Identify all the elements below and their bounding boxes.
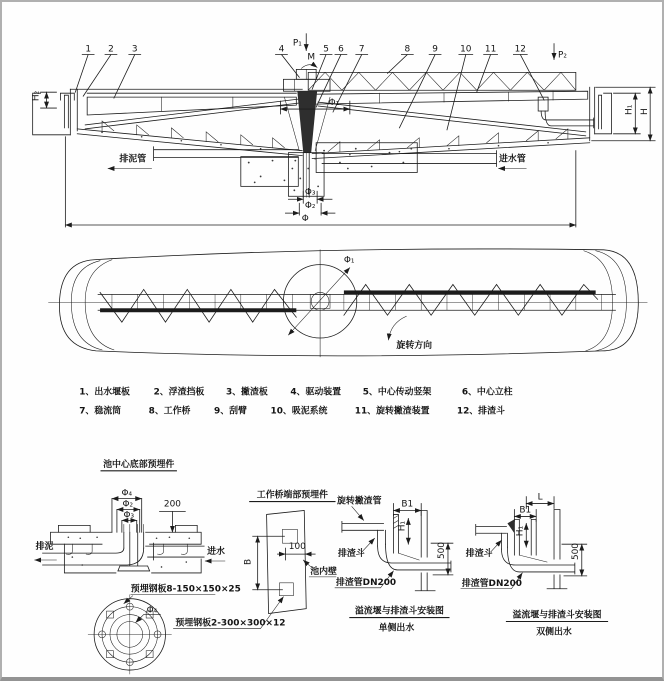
legend-item-4: 4、驱动装置	[290, 387, 342, 398]
callout-8: 8	[404, 44, 411, 55]
torque-arrow-icon	[301, 65, 317, 69]
sludge-pipe-label: 排泥管	[119, 154, 147, 165]
hopper-pipe-double	[501, 533, 574, 574]
legend-item-9: 9、刮臂	[214, 406, 247, 417]
weir-structure-double	[507, 509, 566, 588]
dim-phi-label: Φ	[301, 214, 309, 225]
detail-double-title: 溢流堰与排渣斗安装图	[512, 610, 602, 621]
dim-phi2-label: Φ₂	[122, 499, 134, 510]
detail-single-subtitle: 单侧出水	[378, 623, 415, 634]
tank-floor	[77, 121, 589, 159]
right-weir-channel	[590, 87, 612, 141]
callout-5: 5	[323, 44, 329, 55]
callout-2: 2	[108, 44, 114, 55]
dim-phi1-label: Φ₁	[328, 98, 340, 109]
wall-label: 池内壁	[310, 566, 337, 577]
dim-500-single-label: 500	[437, 542, 448, 560]
detail-center-embed	[35, 458, 241, 674]
clarifier-engineering-drawing	[2, 2, 662, 677]
floor-concrete-dots	[101, 132, 549, 156]
tank-left-wall-arcs	[71, 260, 114, 350]
callout-4: 4	[278, 44, 285, 55]
rotation-direction-arrow-icon	[388, 316, 406, 340]
plan-view	[49, 249, 648, 357]
dim-phi3-label: Φ₃	[304, 187, 316, 198]
dim-phi-overall	[65, 137, 575, 227]
sludge-pipe	[154, 147, 299, 161]
callout-3: 3	[131, 44, 138, 55]
scraper-blades	[100, 284, 598, 322]
legend-item-8: 8、工作桥	[148, 406, 191, 417]
detail-bridge-title: 工作桥端部预埋件	[256, 490, 328, 501]
detail-sludge-label: 排泥	[35, 542, 54, 553]
skim-pipe-label: 旋转撇渣管	[336, 496, 382, 507]
end-plate	[267, 510, 307, 613]
inlet-pipe-label: 进水管	[499, 154, 526, 165]
right-deck-band	[315, 91, 588, 104]
detail-single-outlet	[335, 495, 453, 634]
legend-item-3: 3、撇渣板	[225, 387, 268, 398]
tank-right-wall-arcs	[584, 251, 627, 351]
dim-h2-label: H₂	[31, 90, 42, 102]
flange-detail	[88, 595, 171, 674]
dim-b-label: B	[243, 558, 254, 565]
callout-7: 7	[358, 44, 365, 55]
dim-phi2-label: Φ₂	[304, 201, 316, 212]
dim-phi1-plan-label: Φ₁	[343, 255, 355, 266]
detail-double-subtitle: 双侧出水	[536, 627, 572, 638]
legend	[79, 386, 512, 417]
flange-phi4-label: Φ₄	[146, 605, 158, 616]
center-drive-assembly	[283, 69, 330, 197]
dim-200-label: 200	[163, 499, 181, 510]
drain-label-single: 排渣管DN200	[335, 577, 397, 588]
callout-12: 12	[514, 44, 526, 55]
rotation-direction-label: 旋转方向	[396, 340, 433, 351]
callout-9: 9	[432, 44, 438, 55]
drain-label-double: 排渣管DN200	[461, 578, 523, 589]
detail-double-outlet	[461, 493, 608, 638]
callout-1: 1	[85, 44, 92, 55]
embed-plate-note-2: 预埋钢板2-300×300×12	[175, 618, 286, 629]
detail-single-title: 溢流堰与排渣斗安装图	[354, 606, 444, 617]
detail-inlet-label: 进水	[207, 547, 225, 558]
legend-item-6: 6、中心立柱	[461, 387, 513, 398]
legend-item-1: 1、出水堰板	[79, 387, 130, 398]
dim-100-label: 100	[288, 542, 306, 553]
legend-item-10: 10、吸泥系统	[270, 406, 328, 417]
slab-speckle	[68, 536, 191, 567]
load-p2-label: P₂	[557, 50, 567, 61]
callout-11: 11	[484, 44, 497, 55]
detail-bridge-embed	[173, 489, 337, 629]
dim-b	[253, 536, 285, 590]
dim-h1-label: H₁	[624, 104, 635, 115]
callout-10: 10	[460, 44, 472, 55]
flange-phi4-leader	[136, 615, 161, 623]
center-column-plan	[283, 250, 356, 357]
motor-label: M	[307, 52, 316, 63]
legend-item-7: 7、稳流筒	[79, 406, 122, 417]
dim-h1-single-label: H₁	[397, 521, 408, 532]
legend-item-5: 5、中心传动竖架	[362, 387, 432, 398]
legend-item-2: 2、浮渣挡板	[153, 387, 205, 398]
center-drive-cage	[297, 91, 317, 152]
elevation-view	[32, 34, 656, 227]
hopper-label-double: 排渣斗	[465, 549, 493, 560]
dim-l-label: L	[537, 492, 543, 503]
left-weir-channel	[33, 89, 303, 135]
skim-pipe-leader	[352, 507, 364, 521]
dim-phi3-label: Φ₃	[123, 510, 135, 521]
embed-plate-note-1: 预埋钢板8-150×150×25	[130, 584, 241, 595]
hopper-label-single: 排渣斗	[337, 549, 365, 560]
dim-h1-double-label: H₁	[515, 525, 526, 537]
scum-discharge-hopper	[538, 97, 594, 128]
dim-h-label: H	[640, 108, 651, 115]
dim-h2	[41, 92, 57, 108]
hopper-leader-double	[491, 540, 502, 552]
detail-center-title: 池中心底部预埋件	[103, 459, 175, 470]
dim-b1-single-label: B1	[401, 499, 414, 510]
dim-500-double-label: 500	[570, 543, 581, 561]
dim-phi4-label: Φ₄	[121, 488, 133, 499]
legend-item-11: 11、旋转撇渣装置	[354, 406, 430, 417]
detail-center-pipes	[43, 532, 205, 571]
hopper-leader-single	[362, 538, 375, 552]
legend-item-12: 12、排渣斗	[456, 406, 505, 417]
load-p1-label: P₁	[292, 38, 302, 49]
dim-phi1-plan-leader	[288, 268, 349, 335]
embed-square-bottom	[279, 583, 293, 596]
callout-numbers	[85, 45, 526, 55]
dim-b1-double-label: B1	[519, 505, 532, 516]
callout-6: 6	[338, 44, 344, 55]
